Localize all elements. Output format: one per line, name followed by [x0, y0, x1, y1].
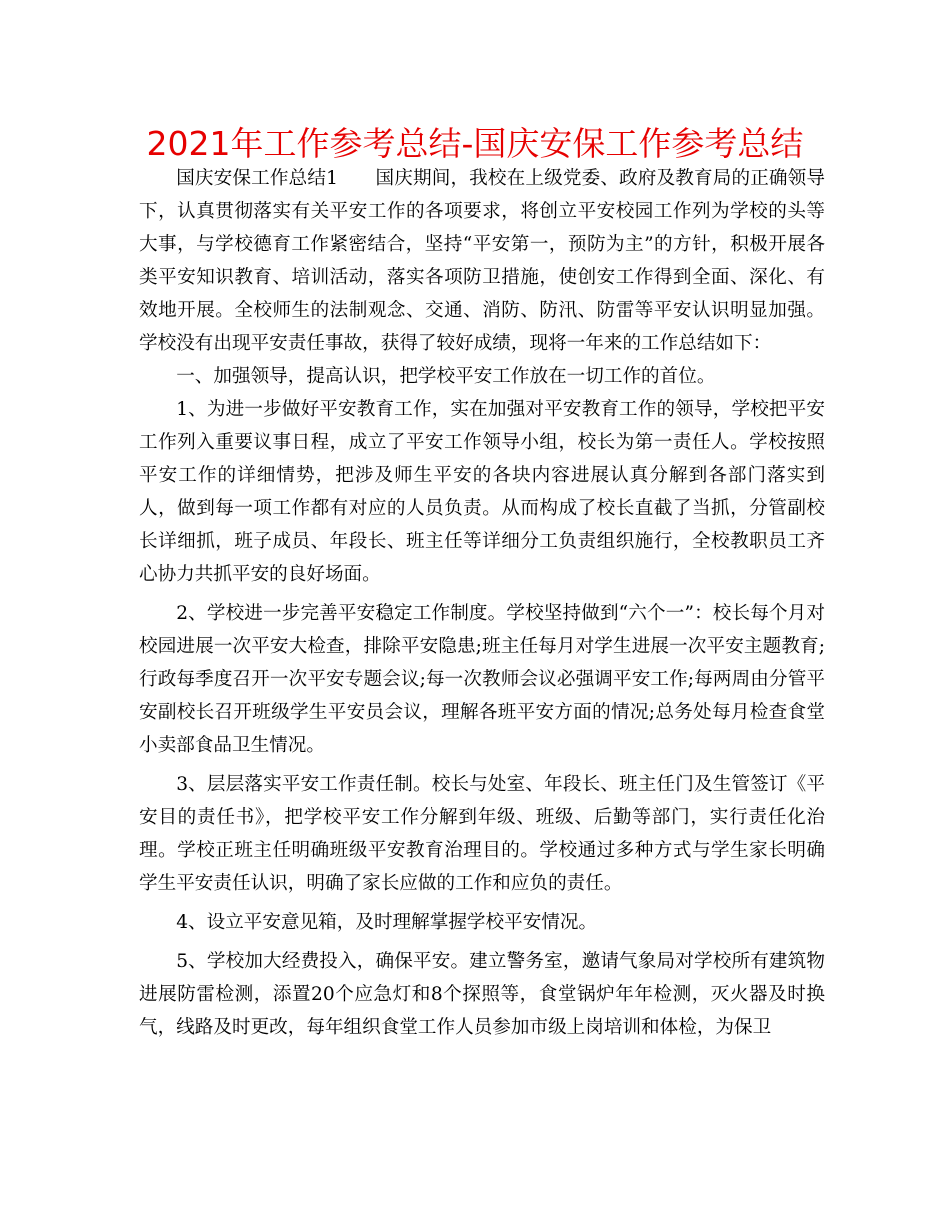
- document-title: 2021年工作参考总结-国庆安保工作参考总结: [146, 124, 804, 163]
- paragraph-item-1: 1、为进一步做好平安教育工作，实在加强对平安教育工作的领导，学校把平安工作列入重要议事日程，成立了平安工作领导小组，校长为第一责任人。学校按照平安工作的详细情势，把涉及师生平安的各块内容进展认真分解到各部门落实到人，做到每一项工作都有对应的人员负责。从而构成了校长直截了当抓，分管副校长详细抓，班子成员、年段长、班主任等详细分工负责组织施行，全校教职员工齐心协力共抓平安的良好场面。: [139, 399, 825, 585]
- paragraph-item-4: 4、设立平安意见箱，及时理解掌握学校平安情况。: [176, 912, 598, 933]
- paragraph-item-3: 3、层层落实平安工作责任制。校长与处室、年段长、班主任门及生管签订《平安目的责任书》，把学校平安工作分解到年级、班级、后勤等部门，实行责任化治理。学校正班主任明确班级平安教育治理目的。学校通过多种方式与学生家长明确学生平安责任认识，明确了家长应做的工作和应负的责任。: [139, 774, 825, 894]
- paragraph-item-2: 2、学校进一步完善平安稳定工作制度。学校坚持做到“六个一”：校长每个月对校园进展一次平安大检查，排除平安隐患;班主任每月对学生进展一次平安主题教育;行政每季度召开一次平安专题会议;每一次教师会议必强调平安工作;每两周由分管平安副校长召开班级学生平安员会议，理解各班平安方面的情况;总务处每月检查食堂小卖部食品卫生情况。: [139, 603, 825, 756]
- paragraph-item-5: 5、学校加大经费投入，确保平安。建立警务室，邀请气象局对学校所有建筑物进展防雷检测，添置20个应急灯和8个探照等，食堂锅炉年年检测，灭火器及时换气，线路及时更改，每年组织食堂工作人员参加市级上岗培训和体检，为保卫: [139, 951, 825, 1038]
- paragraph-section-heading: 一、加强领导，提高认识，把学校平安工作放在一切工作的首位。: [176, 366, 716, 387]
- document-body: [139, 162, 825, 1044]
- paragraph-intro: 国庆安保工作总结1 国庆期间，我校在上级党委、政府及教育局的正确领导下，认真贯彻落实有关平安工作的各项要求，将创立平安校园工作列为学校的头等大事，与学校德育工作紧密结合，坚持“平安第一，预防为主”的方针，积极开展各类平安知识教育、培训活动，落实各项防卫措施，使创安工作得到全面、深化、有效地开展。全校师生的法制观念、交通、消防、防汛、防雷等平安认识明显加强。学校没有出现平安责任事故，获得了较好成绩，现将一年来的工作总结如下：: [139, 168, 825, 354]
